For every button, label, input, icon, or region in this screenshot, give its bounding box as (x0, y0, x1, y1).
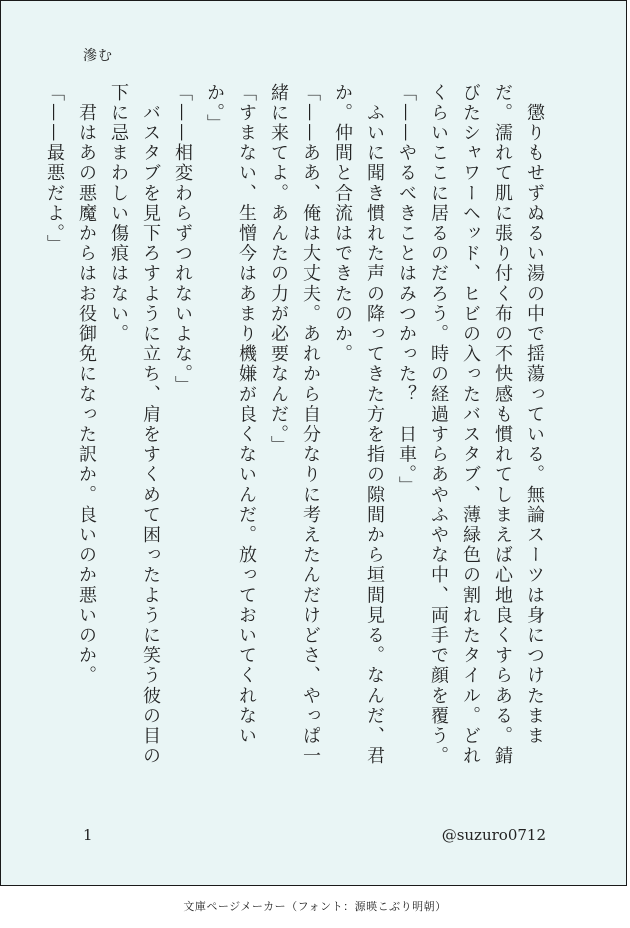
vertical-body-text (44, 83, 550, 783)
paragraph: 「——やるべきことはみつかった？ 日車。」 (396, 83, 417, 497)
paragraph: 君はあの悪魔からはお役御免になった訳か。良いのか悪いのか。 (76, 83, 97, 686)
paragraph: 「——最悪だよ。」 (44, 83, 65, 255)
generator-caption: 文庫ページメーカー（フォント：源暎こぶり明朝） (183, 900, 447, 913)
paragraph: 懲りもせずぬるい湯の中で揺蕩っている。無論スーツは身につけたままだ。濡れて肌に張り付く布の不快感も慣れてしまえば心地良くすらある。錆びたシャワーヘッド、ヒビの入ったバスタブ、薄緑色の割れたタイル。どれくらいここに居るのだろう。時の経過すらあやふやな中、両手で顔を覆う。 (428, 83, 545, 767)
paragraph: バスタブを見下ろすように立ち、肩をすくめて困ったように笑う彼の目の下に忌まわしい傷痕はない。 (108, 83, 161, 767)
paragraph: 「——相変わらずつれないよな。」 (172, 83, 193, 396)
paragraph: 「すまない、生憎今はあまり機嫌が良くないんだ。放っておいてくれないか。」 (204, 83, 257, 747)
paragraph: 「——ああ、俺は大丈夫。あれから自分なりに考えたんだけどさ、やっぱ一緒に来てよ。あんたの力が必要なんだ。」 (268, 83, 321, 767)
page-number: 1 (83, 826, 93, 844)
paragraph: ふいに聞き慣れた声の降ってきた方を指の隙間から垣間見る。なんだ、君か。仲間と合流はできたのか。 (332, 83, 385, 767)
author-handle: @suzuro0712 (441, 826, 546, 844)
page-title: 滲む (83, 48, 113, 64)
